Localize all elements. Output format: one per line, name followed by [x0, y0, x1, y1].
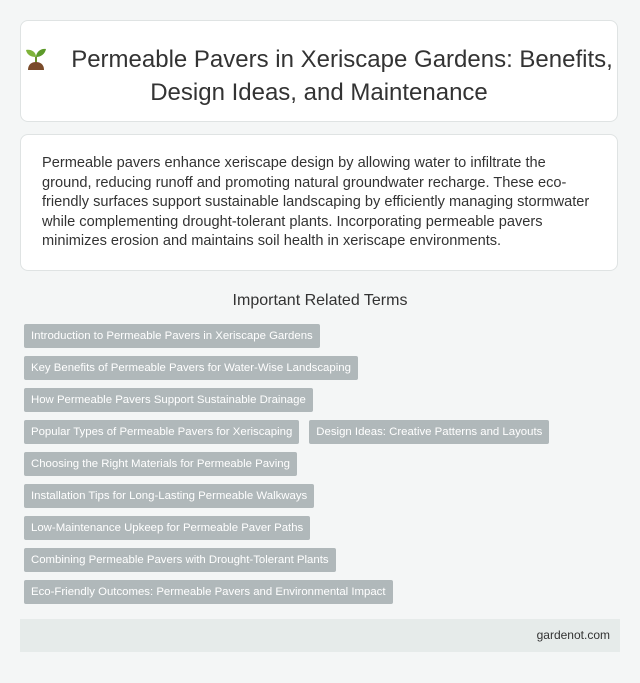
tag-row: [24, 356, 624, 388]
tag-row: [24, 516, 624, 548]
tag-row: [24, 420, 624, 452]
related-term-tag[interactable]: Design Ideas: Creative Patterns and Layouts: [309, 420, 549, 444]
related-terms-list: [24, 324, 624, 612]
tag-row: [24, 548, 624, 580]
related-term-tag[interactable]: Installation Tips for Long-Lasting Permeable Walkways: [24, 484, 314, 508]
page-title: [21, 43, 617, 109]
footer-site-link[interactable]: gardenot.com: [536, 628, 610, 642]
related-term-tag[interactable]: How Permeable Pavers Support Sustainable Drainage: [24, 388, 313, 412]
footer: [20, 619, 620, 652]
page-title-text: Permeable Pavers in Xeriscape Gardens: Benefits, Design Ideas, and Maintenance: [71, 46, 613, 106]
tag-row: [24, 580, 624, 612]
seedling-icon: [25, 44, 47, 70]
related-terms-heading: Important Related Terms: [232, 292, 408, 309]
related-term-tag[interactable]: Introduction to Permeable Pavers in Xeriscape Gardens: [24, 324, 320, 348]
related-term-tag[interactable]: Choosing the Right Materials for Permeable Paving: [24, 452, 297, 476]
related-term-tag[interactable]: Low-Maintenance Upkeep for Permeable Paver Paths: [24, 516, 310, 540]
summary-text: Permeable pavers enhance xeriscape design by allowing water to infiltrate the ground, reducing runoff and promoting natural groundwater recharge. These eco-friendly surfaces support sustainable landscaping by efficiently managing stormwater while complementing drought-tolerant plants. Incorporating permeable pavers minimizes erosion and maintains soil health in xeriscape environments.: [42, 155, 590, 250]
summary-card: [20, 134, 618, 271]
tag-row: [24, 452, 624, 484]
tag-row: [24, 484, 624, 516]
tag-row: [24, 324, 624, 356]
title-card: [20, 20, 618, 122]
related-term-tag[interactable]: Popular Types of Permeable Pavers for Xeriscaping: [24, 420, 299, 444]
related-term-tag[interactable]: Combining Permeable Pavers with Drought-Tolerant Plants: [24, 548, 336, 572]
related-term-tag[interactable]: Key Benefits of Permeable Pavers for Water-Wise Landscaping: [24, 356, 358, 380]
related-term-tag[interactable]: Eco-Friendly Outcomes: Permeable Pavers and Environmental Impact: [24, 580, 393, 604]
tag-row: [24, 388, 624, 420]
